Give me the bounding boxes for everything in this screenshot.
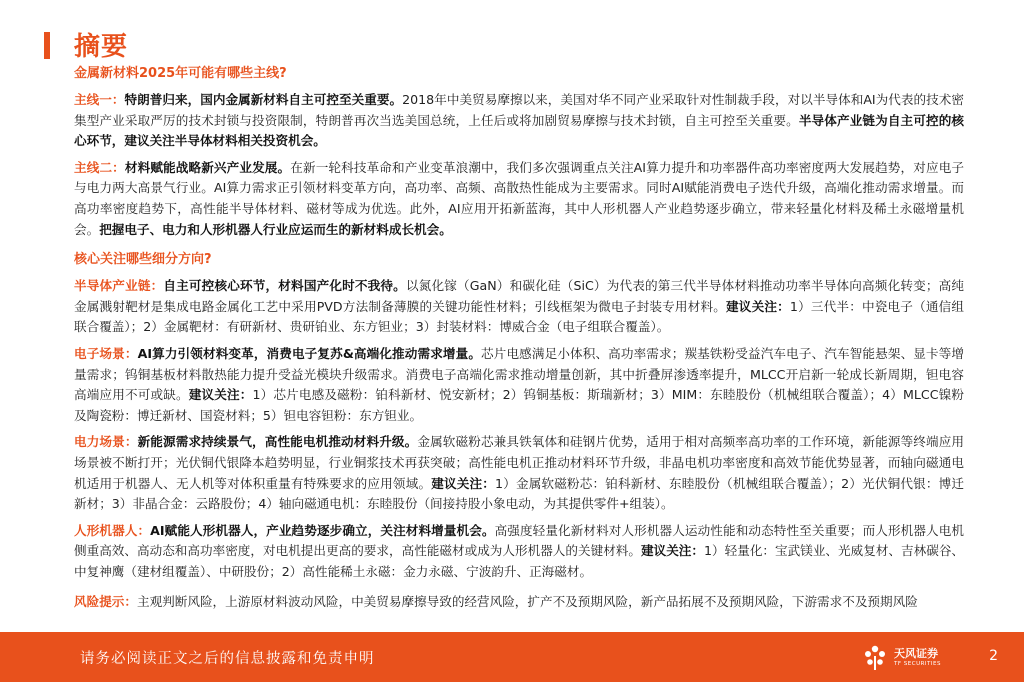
page-title: 摘要 <box>74 32 129 62</box>
mainline-2-label: 主线二： <box>74 159 125 175</box>
electronics-rec-label: 建议关注： <box>188 387 253 403</box>
mainline-1-lead: 特朗普归来，国内金属新材料自主可控至关重要。 <box>124 92 403 107</box>
page-number: 2 <box>989 648 998 664</box>
mainline-2-text: 在新一轮科技革命和产业变革浪潮中，我们多次强调重点关注AI算力提升和功率器件高功率密度两大发展趋势，对应电子与电力两大高景气行业。AI算力需求正引领材料变革方向，高功率、高频、高散热性能成为主要需求。同时AI赋能消费电子迭代升级，高端化推动需求增量。而高功率密度趋势下，高性能半导体材料、磁材等成为优选。此外，AI应用开拓新蓝海，其中人形机器人产业趋势逐步确立，带来轻量化材料及稀土永磁增量机会。 <box>74 159 965 237</box>
semiconductor-rec-label: 建议关注： <box>726 298 790 314</box>
risk-label: 风险提示： <box>74 594 137 610</box>
robot-text: 高强度轻量化新材料对人形机器人运动性能和动态特性至关重要；而人形机器人电机侧重高效、高动态和高功率密度，对电机提出更高的要求，高性能磁材或成为人形机器人的关键材料。 <box>74 522 965 559</box>
power-label: 电力场景： <box>74 434 138 450</box>
power-rec: 1）金属软磁粉芯：铂科新材、东睦股份（机械组联合覆盖）；2）光伏铜代银：博迁新材；3）非晶合金：云路股份；4）轴向磁通电机：东睦股份（间接持股小象电动，为其提供零件+组装）。 <box>74 475 965 512</box>
semiconductor-paragraph <box>74 276 964 338</box>
semiconductor-text: 以氮化镓（GaN）和碳化硅（SiC）为代表的第三代半导体材料推动功率半导体向高频化转变；高纯金属溅射靶材是集成电路金属化工艺中采用PVD方法制备薄膜的关键功能性材料；引线框架为微电子封装专用材料。 <box>74 278 965 314</box>
electronics-lead: AI算力引领材料变革，消费电子复苏&高端化推动需求增量。 <box>137 345 482 361</box>
mainline-1-text: 2018年中美贸易摩擦以来，美国对华不同产业采取针对性制裁手段，对以半导体和AI为代表的技术密集型产业采取严厉的技术封锁与投资限制，特朗普再次当选美国总统，上任后或将加剧贸易摩擦与技术封锁，自主可控至关重要。 <box>74 92 964 128</box>
power-text: 金属软磁粉芯兼具铁氧体和硅钢片优势，适用于相对高频率高功率的工作环境，新能源等终端应用场景被不断打开；光伏铜代银降本趋势明显，行业铜浆技术再获突破；高性能电机正推动材料环节升级，非晶电机功率密度和高效节能优势显著，而轴向磁通电机适用于机器人、无人机等对体积重量有特殊要求的应用领域。 <box>74 434 965 491</box>
logo-cn-text: 天风证券 <box>894 646 938 660</box>
footer-bar <box>0 632 1024 682</box>
power-lead: 新能源需求持续景气，高性能电机推动材料升级。 <box>137 434 418 450</box>
robot-rec: 1）轻量化：宝武镁业、光威复材、吉林碳谷、中复神鹰（建材组覆盖）、中研股份；2）高性能稀土永磁：金力永磁、宁波韵升、正海磁材。 <box>74 543 965 579</box>
logo-en-text: TF SECURITIES <box>894 660 941 667</box>
mainline-2-conclusion: 把握电子、电力和人形机器人行业应运而生的新材料成长机会。 <box>99 221 452 237</box>
risk-paragraph <box>74 592 964 613</box>
robot-paragraph <box>74 521 964 583</box>
mainline-1-paragraph <box>74 90 964 152</box>
mainline-1-label: 主线一： <box>74 92 125 107</box>
risk-text: 主观判断风险，上游原材料波动风险，中美贸易摩擦导致的经营风险，扩产不及预期风险，新产品拓展不及预期风险，下游需求不及预期风险 <box>136 594 918 610</box>
mainline-1-conclusion: 半导体产业链为自主可控的核心环节，建议关注半导体材料相关投资机会。 <box>74 112 965 149</box>
power-paragraph <box>74 432 964 514</box>
mainline-2-lead: 材料赋能战略新兴产业发展。 <box>124 159 291 175</box>
company-logo <box>860 642 950 672</box>
mainline-2-paragraph <box>74 158 964 240</box>
section-heading-focus: 核心关注哪些细分方向? <box>74 252 212 268</box>
robot-lead: AI赋能人形机器人，产业趋势逐步确立，关注材料增量机会。 <box>150 522 495 538</box>
robot-rec-label: 建议关注： <box>641 543 704 559</box>
electronics-label: 电子场景： <box>74 345 138 361</box>
summary-content <box>74 64 964 613</box>
tf-logo-icon <box>860 642 890 672</box>
robot-label: 人形机器人： <box>74 522 151 538</box>
title-accent-bar <box>44 32 50 59</box>
semiconductor-lead: 自主可控核心环节，材料国产化时不我待。 <box>163 278 406 294</box>
section-heading-mainlines: 金属新材料2025年可能有哪些主线? <box>74 66 287 81</box>
footer-disclaimer: 请务必阅读正文之后的信息披露和免责申明 <box>80 651 375 667</box>
electronics-rec: 1）芯片电感及磁粉：铂科新材、悦安新材；2）钨铜基板：斯瑞新材；3）MIM：东睦股份（机械组联合覆盖）；4）MLCC镍粉及陶瓷粉：博迁新材、国瓷材料；5）钽电容钽粉：东方钽业。 <box>74 387 964 423</box>
semiconductor-rec: 1）三代半：中瓷电子（通信组联合覆盖）；2）金属靶材：有研新材、贵研铂业、东方钽业；3）封装材料：博威合金（电子组联合覆盖）。 <box>74 298 964 335</box>
electronics-text: 芯片电感满足小体积、高功率需求；羰基铁粉受益汽车电子、汽车智能悬架、显卡等增量需求；钨铜基板材料散热能力提升受益光模块升级需求。消费电子高端化需求推动增量创新，其中折叠屏渗透率提升，MLCC开启新一轮成长新周期，钽电容高端应用不可或缺。 <box>74 345 965 403</box>
semiconductor-label: 半导体产业链： <box>74 278 164 294</box>
power-rec-label: 建议关注： <box>431 475 496 491</box>
electronics-paragraph <box>74 344 964 426</box>
